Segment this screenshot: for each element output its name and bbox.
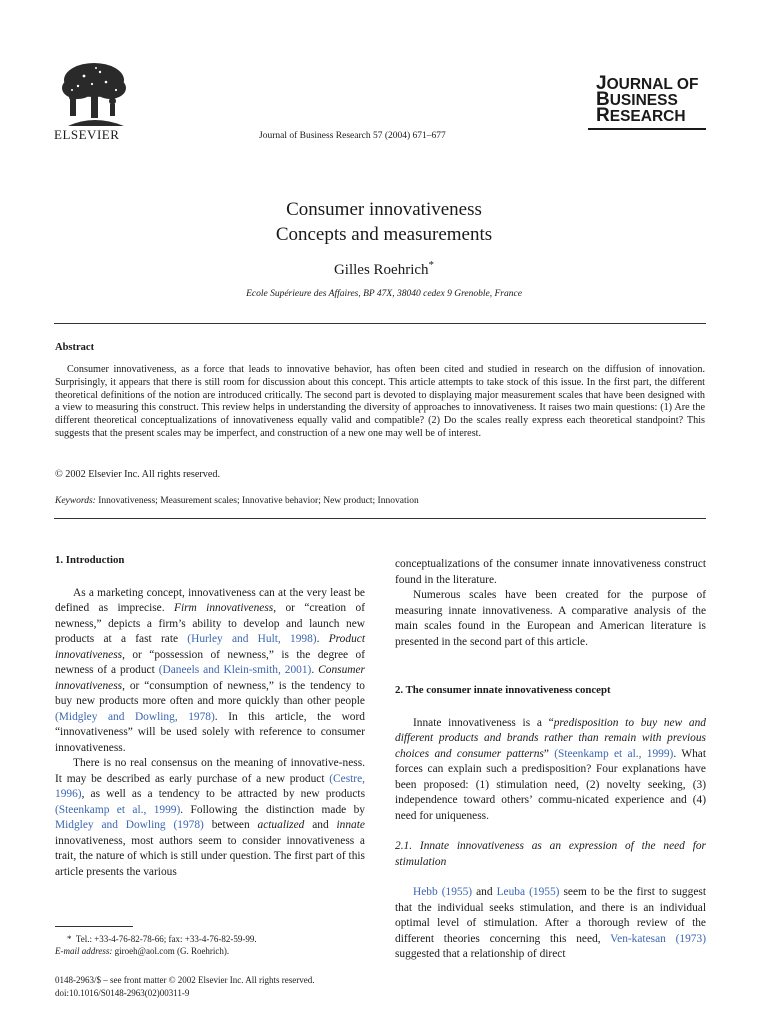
section-heading-concept: 2. The consumer innate innovativeness concept — [395, 684, 611, 696]
text-span: seem to be the first to suggest that the individual seeks stimulation, and there is an individual optimal level of stimulation. After a thorough review of the different theories concerning this need, — [395, 886, 706, 945]
text-span: , or “consumption of newness,” is the tendency to buy new products more often and more quickly than other people — [55, 679, 365, 707]
text-span: , or “possession of newness,” is the degree of newness of a product — [55, 648, 365, 676]
keywords-list: Innovativeness; Measurement scales; Innovative behavior; New product; Innovation — [98, 496, 419, 506]
text-span: ” — [543, 747, 555, 760]
intro-paragraph-2 — [55, 756, 365, 880]
abstract-heading: Abstract — [55, 342, 95, 353]
text-span: There is no real consensus on the meaning of innovative-ness. It may be described as early purchase of a new product — [55, 757, 365, 785]
abstract-text: Consumer innovativeness, as a force that leads to innovative behavior, has often been cited and studied in research on the diffusion of innovation. Surprisingly, it appears that there is still room for discussion about this concept. This article attempts to take stock of this issue. In the first part, the different theoretical definitions of the notion are introduced critically. The second part is devoted to displaying major measurement scales that have been designed with a view to measuring this construct. This review helps in understanding the diversity of approaches to innovativeness. It raises two main questions: (1) Are the different theoretical conceptualizations of innovativeness equally valid and compatible? (2) Do the scales really express each theoretical standpoint? This suggests that the present scales may be imperfect, and construction of a new one may well be of interest. — [55, 364, 705, 439]
journal-citation: Journal of Business Research 57 (2004) 671–677 — [259, 131, 446, 141]
left-column — [55, 553, 365, 880]
author-name: Gilles Roehrich — [333, 262, 429, 278]
intro-paragraph-3-continued: conceptualizations of the consumer innate innovativeness construct found in the literature. — [395, 558, 706, 586]
footer-doi[interactable]: doi:10.1016/S0148-2963(02)00311-9 — [55, 987, 190, 998]
footnote-email[interactable]: giroeh@aol.com (G. Roehrich). — [114, 946, 230, 956]
title-line-2: Concepts and measurements — [275, 224, 493, 245]
text-span: . — [316, 633, 329, 645]
author-footnote — [55, 933, 365, 957]
footnote-mark: * — [67, 934, 72, 944]
author-affiliation: Ecole Supérieure des Affaires, BP 47X, 38040 cedex 9 Grenoble, France — [246, 289, 522, 299]
keywords-label: Keywords: — [55, 496, 96, 506]
text-span: . — [311, 664, 319, 676]
text-span: , as well as a tendency to be attracted by new products — [81, 788, 365, 800]
text-span: between — [203, 819, 258, 831]
citation-link[interactable]: (Steenkamp et al., 1999) — [55, 803, 181, 816]
journal-logo-line3-rest: ESEARCH — [609, 108, 686, 125]
text-span: Innate innovativeness is a “ — [413, 716, 554, 729]
journal-logo-line2-rest: USINESS — [609, 92, 678, 109]
citation-link[interactable]: Midgley and Dowling (1978) — [55, 819, 204, 831]
quoted-definition: predisposition to buy new and different products and brands rather than remain with previous choices and consumer patterns — [395, 716, 706, 760]
author-line — [0, 259, 768, 279]
text-span: As a marketing concept, innovativeness can at the very least be defined as imprecise. — [55, 586, 365, 614]
citation-link[interactable]: Leuba (1955) — [496, 886, 560, 898]
footnote-rule — [55, 926, 133, 927]
text-span: and — [472, 886, 497, 898]
text-span: and — [304, 819, 337, 831]
text-span: innovativeness, most authors seem to consider innovativeness a trait, the nature of which is still under question. The first part of this article presents the various — [55, 834, 365, 878]
citation-link[interactable]: (Hurley and Hult, 1998) — [187, 633, 317, 645]
text-span: . In this article, the word “innovativeness” will be used solely with reference to consumer innovativeness. — [55, 710, 365, 754]
footnote-email-label: E-mail address: — [55, 946, 113, 956]
term-firm-innovativeness: Firm innovativeness — [173, 602, 274, 614]
article-title — [0, 197, 768, 247]
journal-logo-line1-rest: OURNAL OF — [606, 76, 699, 93]
stimulation-paragraph-1 — [395, 885, 706, 963]
page-footer — [55, 974, 315, 999]
journal-logo — [596, 73, 708, 126]
journal-logo-rule — [588, 128, 706, 130]
abstract-body — [55, 364, 705, 441]
intro-paragraph-4: Numerous scales have been created for the purpose of measuring innate innovativeness. A comparative analysis of the main scales found in the European and American literature is presented in the second part of this article. — [395, 589, 706, 648]
divider-bottom — [54, 518, 706, 519]
text-span: , or “creation of newness,” depicts a firm’s ability to develop and launch new products at a fast rate — [55, 602, 365, 645]
author-footnote-mark[interactable]: * — [428, 259, 435, 271]
abstract-copyright: © 2002 Elsevier Inc. All rights reserved. — [55, 469, 221, 480]
text-span: suggested that a relationship of direct — [395, 948, 566, 960]
footnote-contact-line — [55, 933, 365, 945]
tree-icon — [54, 60, 132, 128]
section-heading-introduction: 1. Introduction — [55, 554, 125, 566]
footnote-contact: Tel.: +33-4-76-82-78-66; fax: +33-4-76-82-59-99. — [75, 934, 257, 944]
footnote-email-line — [55, 945, 365, 957]
intro-paragraph-1 — [55, 586, 365, 757]
citation-link[interactable]: Ven-katesan (1973) — [610, 932, 706, 945]
citation-link[interactable]: (Daneels and Klein-smith, 2001) — [158, 664, 312, 676]
text-span: . Following the distinction made by — [180, 803, 365, 816]
journal-logo-line2: BUSINESS — [596, 89, 678, 110]
term-innate: innate — [336, 819, 365, 831]
journal-logo-line1: JOURNAL OF — [596, 73, 699, 94]
footer-issn: 0148-2963/$ – see front matter © 2002 Elsevier Inc. All rights reserved. — [55, 975, 315, 985]
subsection-heading-stimulation: 2.1. Innate innovativeness as an expression of the need for stimulation — [395, 840, 706, 868]
citation-link[interactable]: (Midgley and Dowling, 1978) — [55, 710, 215, 723]
keywords — [55, 496, 419, 506]
term-actualized: actualized — [257, 819, 305, 831]
citation-link[interactable]: (Cestre, 1996) — [55, 772, 365, 800]
text-span: . What forces can explain such a predisposition? Four explanations have been proposed: (1) stimulation need, (2) novelty seeking, (3) independence toward others’ commu-nicated experience and (4) need for uniqueness. — [395, 747, 706, 822]
citation-link[interactable]: (Steenkamp et al., 1999) — [554, 747, 674, 760]
divider-top — [54, 323, 706, 324]
right-column — [395, 557, 706, 963]
journal-logo-line3: RESEARCH — [596, 105, 686, 126]
term-consumer-innovativeness: Consumer innovativeness — [55, 664, 365, 692]
citation-link[interactable]: Hebb (1955) — [413, 886, 473, 898]
publisher-name: ELSEVIER — [54, 127, 120, 142]
concept-paragraph-1 — [395, 716, 706, 825]
term-product-innovativeness: Product innovativeness — [55, 633, 365, 661]
title-line-1: Consumer innovativeness — [286, 199, 482, 220]
